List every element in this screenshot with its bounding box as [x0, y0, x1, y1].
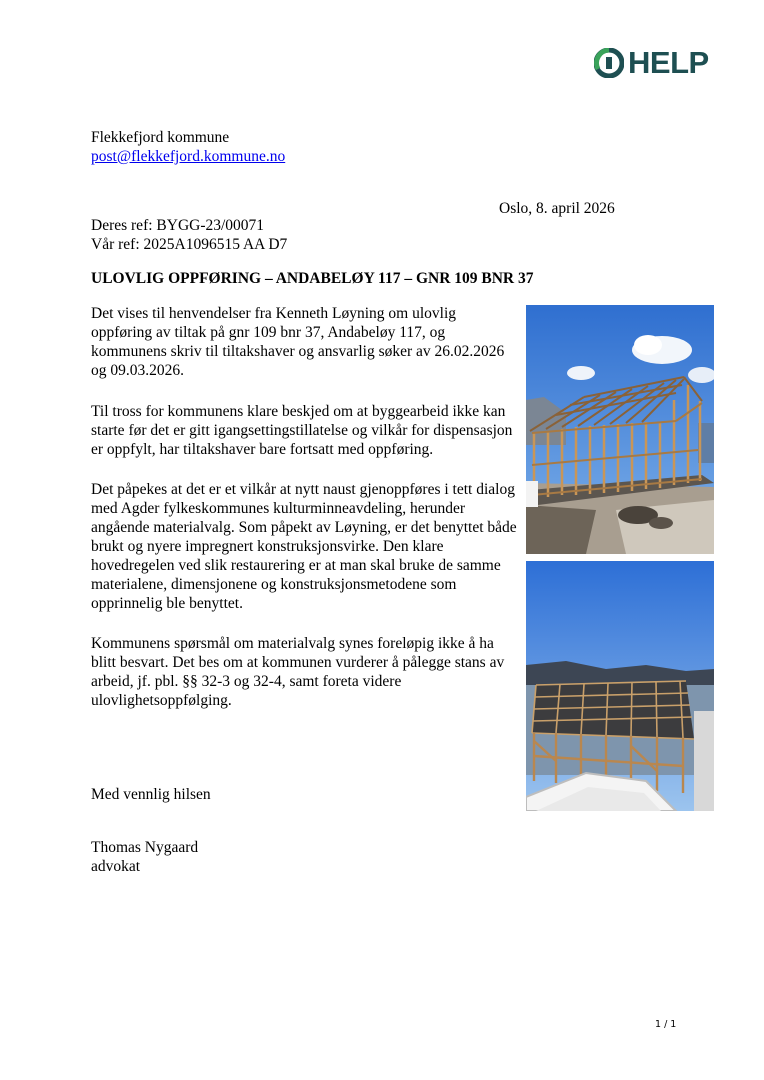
letter-date: Oslo, 8. april 2026 [499, 200, 615, 217]
recipient-block [91, 128, 285, 166]
body-paragraph-3 [91, 480, 517, 613]
body-line: starte før det er gitt igangsettingstillatelse og vilkår for dispensasjon [91, 422, 513, 439]
boathouse-frame-photo [526, 305, 714, 554]
body-paragraph-4 [91, 634, 517, 710]
signature-block [91, 838, 198, 876]
body-line: Det påpekes at det er et vilkår at nytt naust gjenoppføres i tett dialog [91, 481, 515, 498]
signer-name: Thomas Nygaard [91, 839, 199, 856]
body-line: angående materialvalg. Som påpekt av Løyning, er det benyttet både [91, 519, 517, 536]
letter-subject: ULOVLIG OPPFØRING – ANDABELØY 117 – GNR 109 BNR 37 [91, 270, 534, 287]
reference-block [91, 216, 287, 254]
body-line: ulovlighetsoppfølging. [91, 692, 232, 709]
body-line: og 09.03.2026. [91, 362, 184, 379]
body-line: Det vises til henvendelser fra Kenneth Løyning om ulovlig [91, 305, 457, 322]
body-line: Kommunens spørsmål om materialvalg synes foreløpig ikke å ha [91, 635, 494, 652]
our-reference: Vår ref: 2025A1096515 AA D7 [91, 236, 288, 253]
body-line: arbeid, jf. pbl. §§ 32-3 og 32-4, samt foreta videre [91, 673, 402, 690]
body-line: blitt besvart. Det bes om at kommunen vurderer å pålegge stans av [91, 654, 505, 671]
body-line: er oppfylt, har tiltakshaver bare fortsatt med oppføring. [91, 441, 434, 458]
logo-wordmark: HELP [628, 45, 709, 80]
body-paragraph-2 [91, 402, 517, 459]
roof-frame-fjord-photo [526, 561, 714, 811]
body-line: opprinnelig ble benyttet. [91, 595, 243, 612]
body-line: hovedregelen ved slik restaurering er at man skal bruke de samme [91, 557, 501, 574]
body-line: kommunens skriv til tiltakshaver og ansvarlig søker av 26.02.2026 [91, 343, 505, 360]
recipient-name: Flekkefjord kommune [91, 129, 230, 146]
closing-phrase: Med vennlig hilsen [91, 786, 211, 803]
body-line: Til tross for kommunens klare beskjed om at byggearbeid ikke kan [91, 403, 506, 420]
recipient-email-link[interactable]: post@flekkefjord.kommune.no [91, 148, 286, 165]
help-logo [594, 46, 716, 80]
help-logo-icon [594, 48, 624, 78]
signer-title: advokat [91, 858, 141, 875]
page-number: 1 / 1 [655, 1019, 677, 1030]
body-line: oppføring av tiltak på gnr 109 bnr 37, Andabeløy 117, og [91, 324, 446, 341]
body-paragraph-1 [91, 304, 517, 380]
body-line: materialene, dimensjonene og konstruksjonsmetodene som [91, 576, 457, 593]
body-line: brukt og nyere impregnert konstruksjonsvirke. Den klare [91, 538, 444, 555]
their-reference: Deres ref: BYGG-23/00071 [91, 217, 265, 234]
body-line: med Agder fylkeskommunes kulturminneavdeling, herunder [91, 500, 466, 517]
